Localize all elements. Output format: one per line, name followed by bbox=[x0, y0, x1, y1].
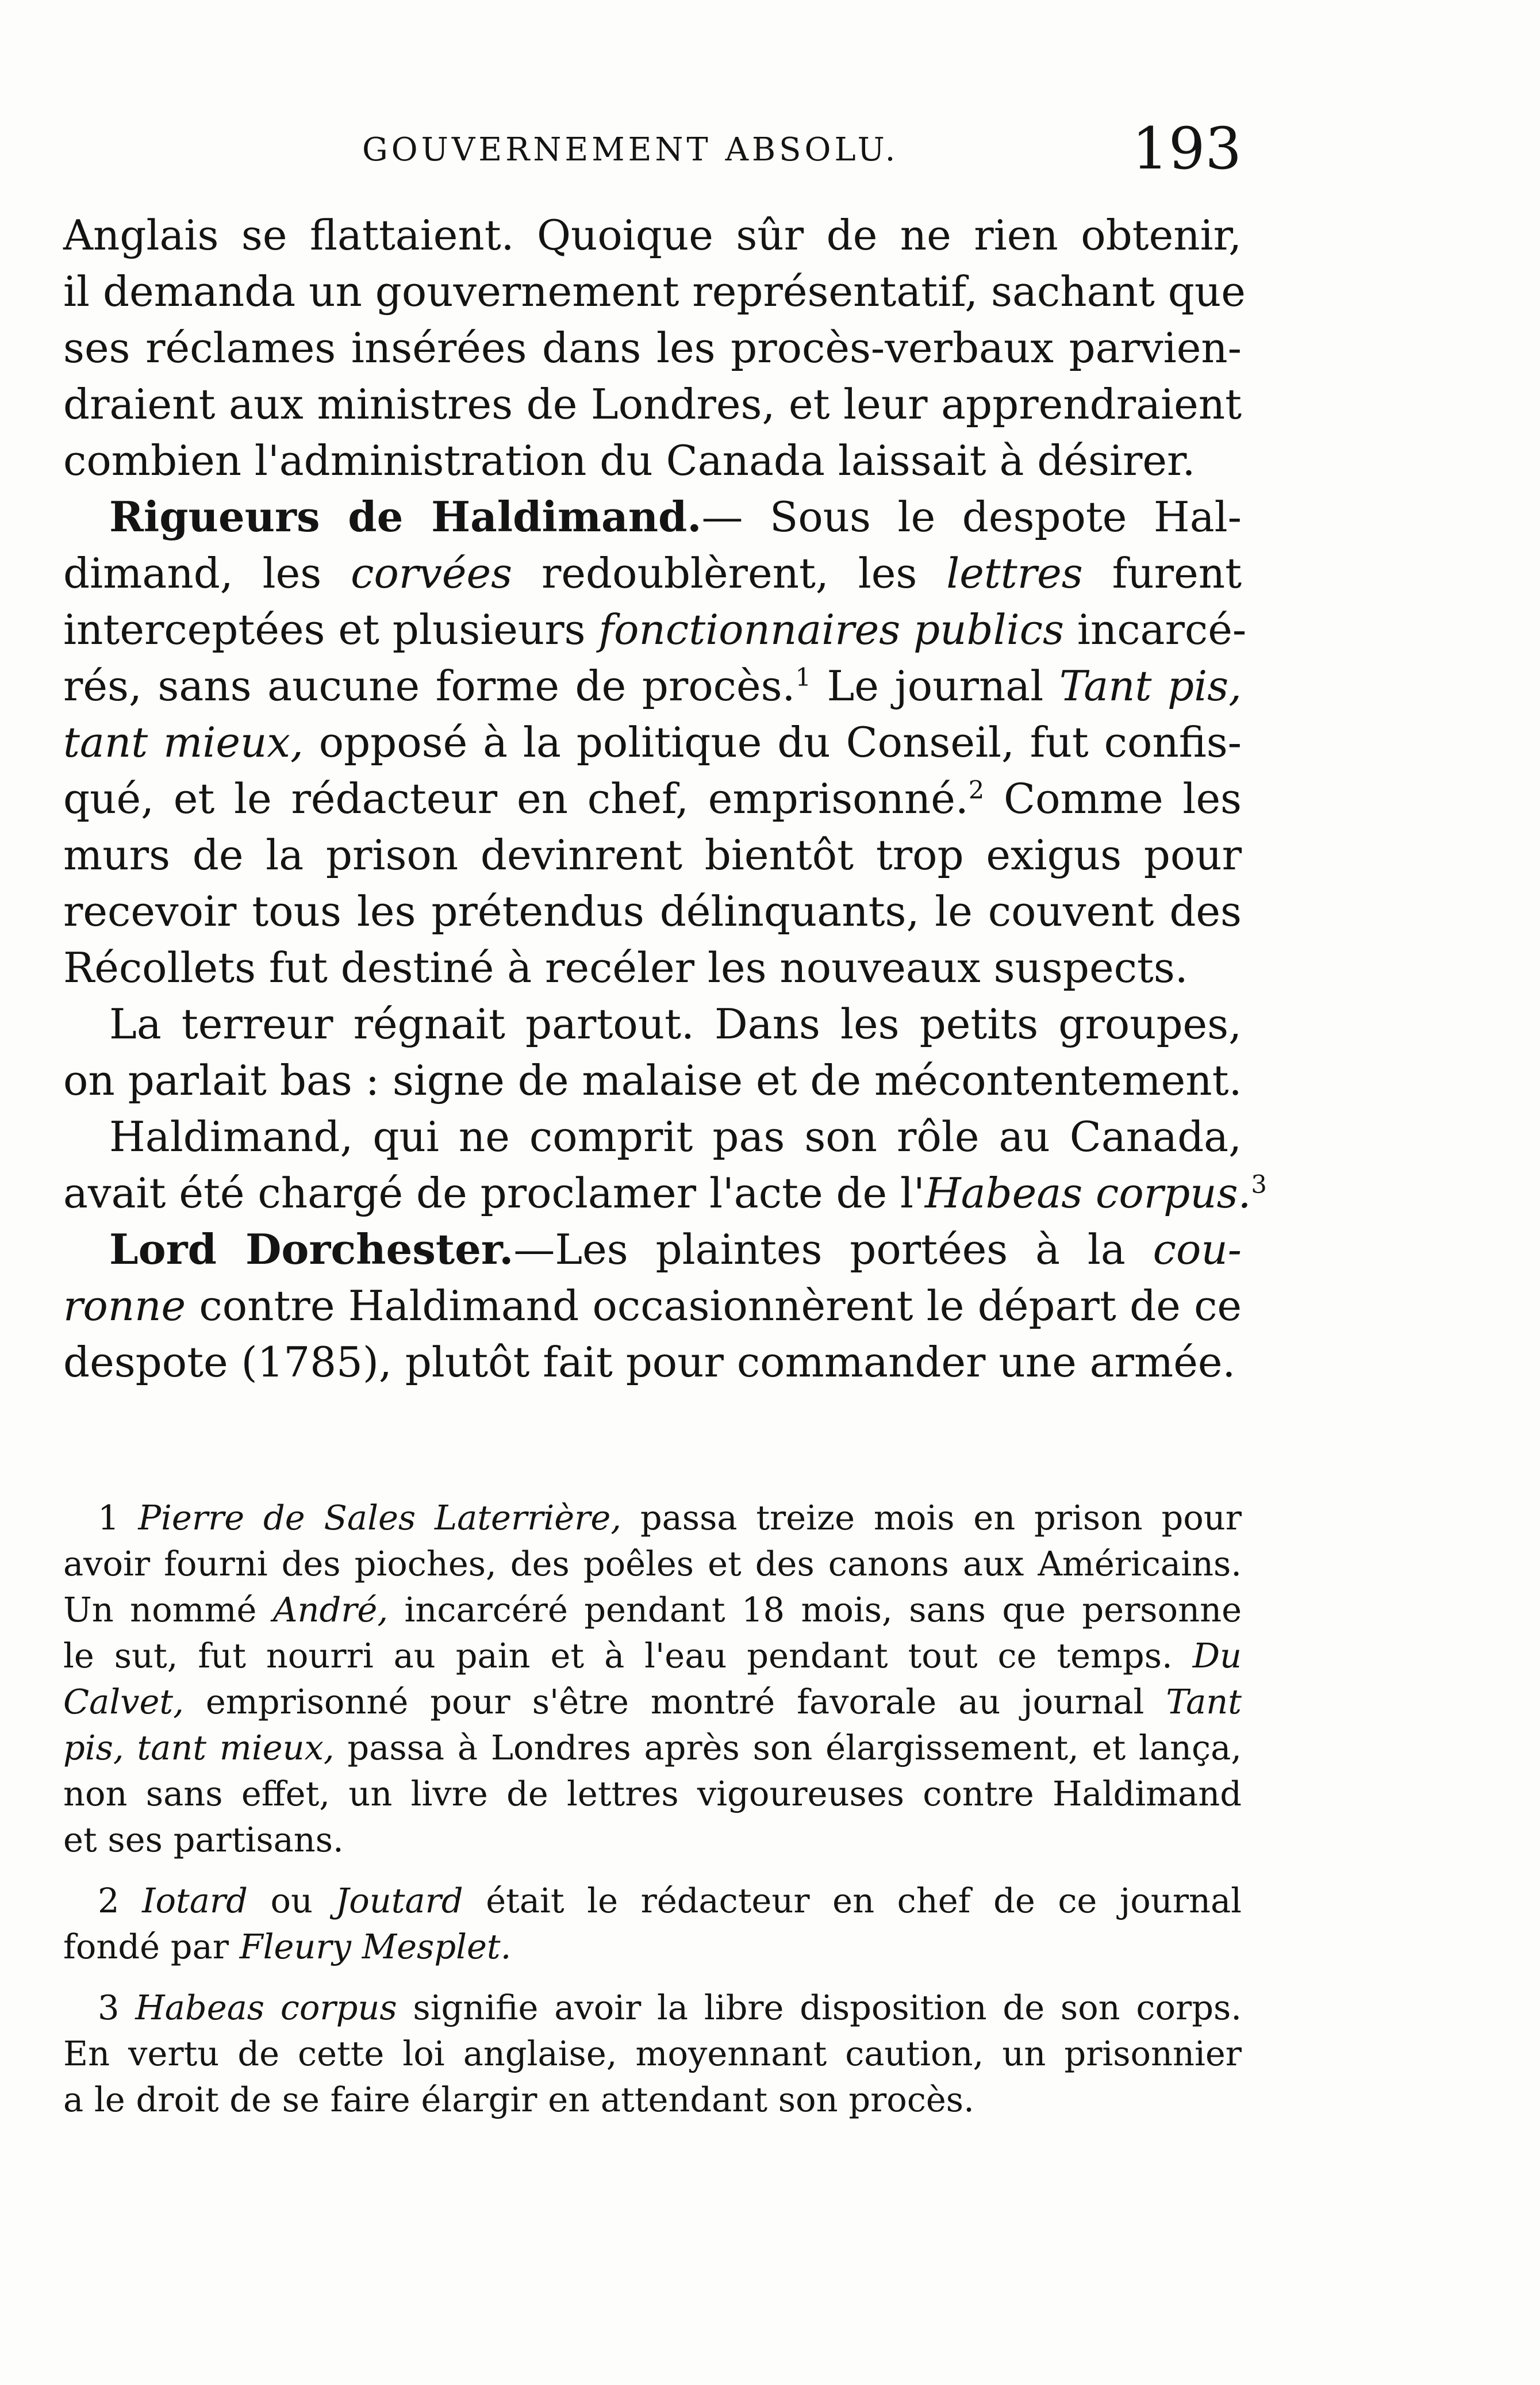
body-text bbox=[63, 207, 1267, 1390]
text-run: et ses partisans. bbox=[63, 1820, 344, 1859]
text-run: avait été chargé de proclamer l'acte de l' bbox=[63, 1169, 925, 1217]
text-run: Haldimand, qui ne comprit pas son rôle au Canada, bbox=[109, 1113, 1242, 1161]
text-line bbox=[63, 714, 1242, 770]
text-run: Du bbox=[1192, 1636, 1242, 1675]
footnote-spacer bbox=[63, 1863, 1242, 1878]
text-run: Calvet, bbox=[63, 1682, 184, 1721]
footnote-ref: 1 bbox=[795, 664, 811, 692]
text-run: il demanda un gouvernement représentatif, sachant que bbox=[63, 267, 1246, 316]
text-run: avoir fourni des pioches, des poêles et des canons aux Américains. bbox=[63, 1544, 1242, 1583]
text-run: despote (1785), plutôt fait pour commander une armée. bbox=[63, 1338, 1236, 1386]
text-line bbox=[63, 1165, 1267, 1221]
text-run: qué, et le rédacteur en chef, emprisonné. bbox=[63, 774, 969, 823]
text-line bbox=[63, 1334, 1242, 1390]
footnote-line bbox=[63, 1633, 1242, 1679]
text-line bbox=[63, 376, 1242, 432]
text-run: Tant bbox=[1166, 1682, 1242, 1721]
text-line bbox=[63, 996, 1242, 1052]
text-run: rés, sans aucune forme de procès. bbox=[63, 662, 796, 710]
text-run: dimand, les bbox=[63, 549, 351, 597]
text-line bbox=[63, 207, 1242, 263]
text-run: combien l'administration du Canada laissait à désirer. bbox=[63, 436, 1196, 485]
footnote-ref: 3 bbox=[1251, 1171, 1267, 1199]
text-run: emprisonné pour s'être montré favorale au journal bbox=[183, 1682, 1166, 1721]
text-run: ses réclames insérées dans les procès-verbaux parvien- bbox=[63, 324, 1242, 372]
page-number: 193 bbox=[1132, 115, 1242, 182]
text-line bbox=[63, 658, 1242, 714]
text-run: draient aux ministres de Londres, et leur apprendraient bbox=[63, 380, 1242, 428]
text-run: opposé à la politique du Conseil, fut confis- bbox=[303, 718, 1242, 766]
text-line bbox=[63, 770, 1242, 827]
text-run: passa à Londres après son élargissement, et lança, bbox=[334, 1728, 1242, 1767]
footnote-line bbox=[63, 1817, 1242, 1863]
text-run: était le rédacteur en chef de ce journal bbox=[463, 1881, 1242, 1920]
text-run: Iotard bbox=[142, 1881, 248, 1920]
text-run: on parlait bas : signe de malaise et de mécontentement. bbox=[63, 1056, 1242, 1105]
footnote-line bbox=[63, 1495, 1242, 1541]
text-run: Un nommé bbox=[63, 1590, 273, 1629]
footnote-line bbox=[63, 1771, 1242, 1817]
text-run: En vertu de cette loi anglaise, moyennant caution, un prisonnier bbox=[63, 2034, 1242, 2073]
footnotes bbox=[63, 1495, 1242, 2123]
text-run: incarcé- bbox=[1063, 605, 1247, 654]
text-run: Joutard bbox=[335, 1881, 463, 1920]
text-run: Tant pis, bbox=[1059, 662, 1242, 710]
text-run: recevoir tous les prétendus délinquants, le couvent des bbox=[63, 887, 1242, 935]
text-line bbox=[63, 432, 1242, 489]
footnote-line bbox=[63, 1924, 1242, 1970]
section-heading: Lord Dorchester. bbox=[109, 1225, 514, 1274]
footnote-line bbox=[63, 1679, 1242, 1725]
running-head bbox=[63, 115, 1242, 184]
text-run: a le droit de se faire élargir en attendant son procès. bbox=[63, 2080, 974, 2119]
text-run: lettres bbox=[946, 549, 1083, 597]
text-run: interceptées et plusieurs bbox=[63, 605, 599, 654]
text-run: le sut, fut nourri au pain et à l'eau pendant tout ce temps. bbox=[63, 1636, 1193, 1675]
text-line bbox=[63, 601, 1247, 658]
text-run: cou- bbox=[1153, 1225, 1242, 1274]
footnote-line bbox=[63, 1878, 1242, 1924]
text-run: redoublèrent, les bbox=[512, 549, 947, 597]
footnote-ref: 2 bbox=[968, 776, 985, 805]
text-line bbox=[63, 1221, 1242, 1278]
footnote-line bbox=[63, 1587, 1242, 1633]
text-run: 3 bbox=[98, 1988, 136, 2027]
text-run: André, bbox=[272, 1590, 389, 1629]
text-line bbox=[63, 940, 1242, 996]
section-heading: Rigueurs de Haldimand. bbox=[109, 492, 702, 541]
text-run: Pierre de Sales Laterrière, bbox=[138, 1498, 622, 1537]
text-run: contre Haldimand occasionnèrent le départ de ce bbox=[186, 1282, 1242, 1330]
text-run: passa treize mois en prison pour bbox=[621, 1498, 1242, 1537]
text-run: incarcéré pendant 18 mois, sans que personne bbox=[388, 1590, 1242, 1629]
text-run: murs de la prison devinrent bientôt trop exigus pour bbox=[63, 831, 1242, 879]
text-run: 2 bbox=[98, 1881, 143, 1920]
text-run: ronne bbox=[63, 1282, 186, 1330]
text-run: 1 bbox=[98, 1498, 139, 1537]
text-run: fondé par bbox=[63, 1927, 240, 1966]
text-run: Anglais se flattaient. Quoique sûr de ne rien obtenir, bbox=[63, 211, 1242, 259]
footnote-line bbox=[63, 1541, 1242, 1587]
text-line bbox=[63, 545, 1242, 601]
text-line bbox=[63, 320, 1242, 376]
text-run: —Les plaintes portées à la bbox=[513, 1225, 1153, 1274]
footnote-spacer bbox=[63, 1970, 1242, 1985]
text-run: — Sous le despote Hal- bbox=[701, 493, 1242, 541]
footnote-line bbox=[63, 2031, 1242, 2077]
text-run: furent bbox=[1082, 549, 1242, 597]
text-run: Récollets fut destiné à recéler les nouveaux suspects. bbox=[63, 944, 1188, 992]
text-run: corvées bbox=[351, 549, 513, 597]
text-line bbox=[63, 1109, 1242, 1165]
text-run: pis, tant mieux, bbox=[63, 1728, 335, 1767]
text-line bbox=[63, 1278, 1242, 1334]
text-line bbox=[63, 827, 1242, 883]
text-run: tant mieux, bbox=[63, 718, 304, 766]
text-run: ou bbox=[247, 1881, 336, 1920]
text-run: Comme les bbox=[984, 774, 1242, 823]
footnote-line bbox=[63, 2077, 1242, 2123]
text-run: signifie avoir la libre disposition de son corps. bbox=[397, 1988, 1242, 2027]
text-line bbox=[63, 489, 1242, 545]
text-run: Habeas corpus. bbox=[924, 1169, 1251, 1217]
text-line bbox=[63, 263, 1246, 320]
text-run: La terreur régnait partout. Dans les petits groupes, bbox=[109, 1000, 1242, 1048]
text-run: non sans effet, un livre de lettres vigoureuses contre Haldimand bbox=[63, 1774, 1242, 1813]
running-title: GOUVERNEMENT ABSOLU. bbox=[362, 131, 899, 168]
text-run: fonctionnaires publics bbox=[598, 605, 1064, 654]
text-run: Fleury Mesplet. bbox=[239, 1927, 512, 1966]
footnote-line bbox=[63, 1985, 1242, 2031]
text-line bbox=[63, 883, 1242, 940]
footnote-line bbox=[63, 1725, 1242, 1771]
text-run: Le journal bbox=[811, 662, 1059, 710]
text-line bbox=[63, 1052, 1242, 1109]
text-run: Habeas corpus bbox=[135, 1988, 397, 2027]
